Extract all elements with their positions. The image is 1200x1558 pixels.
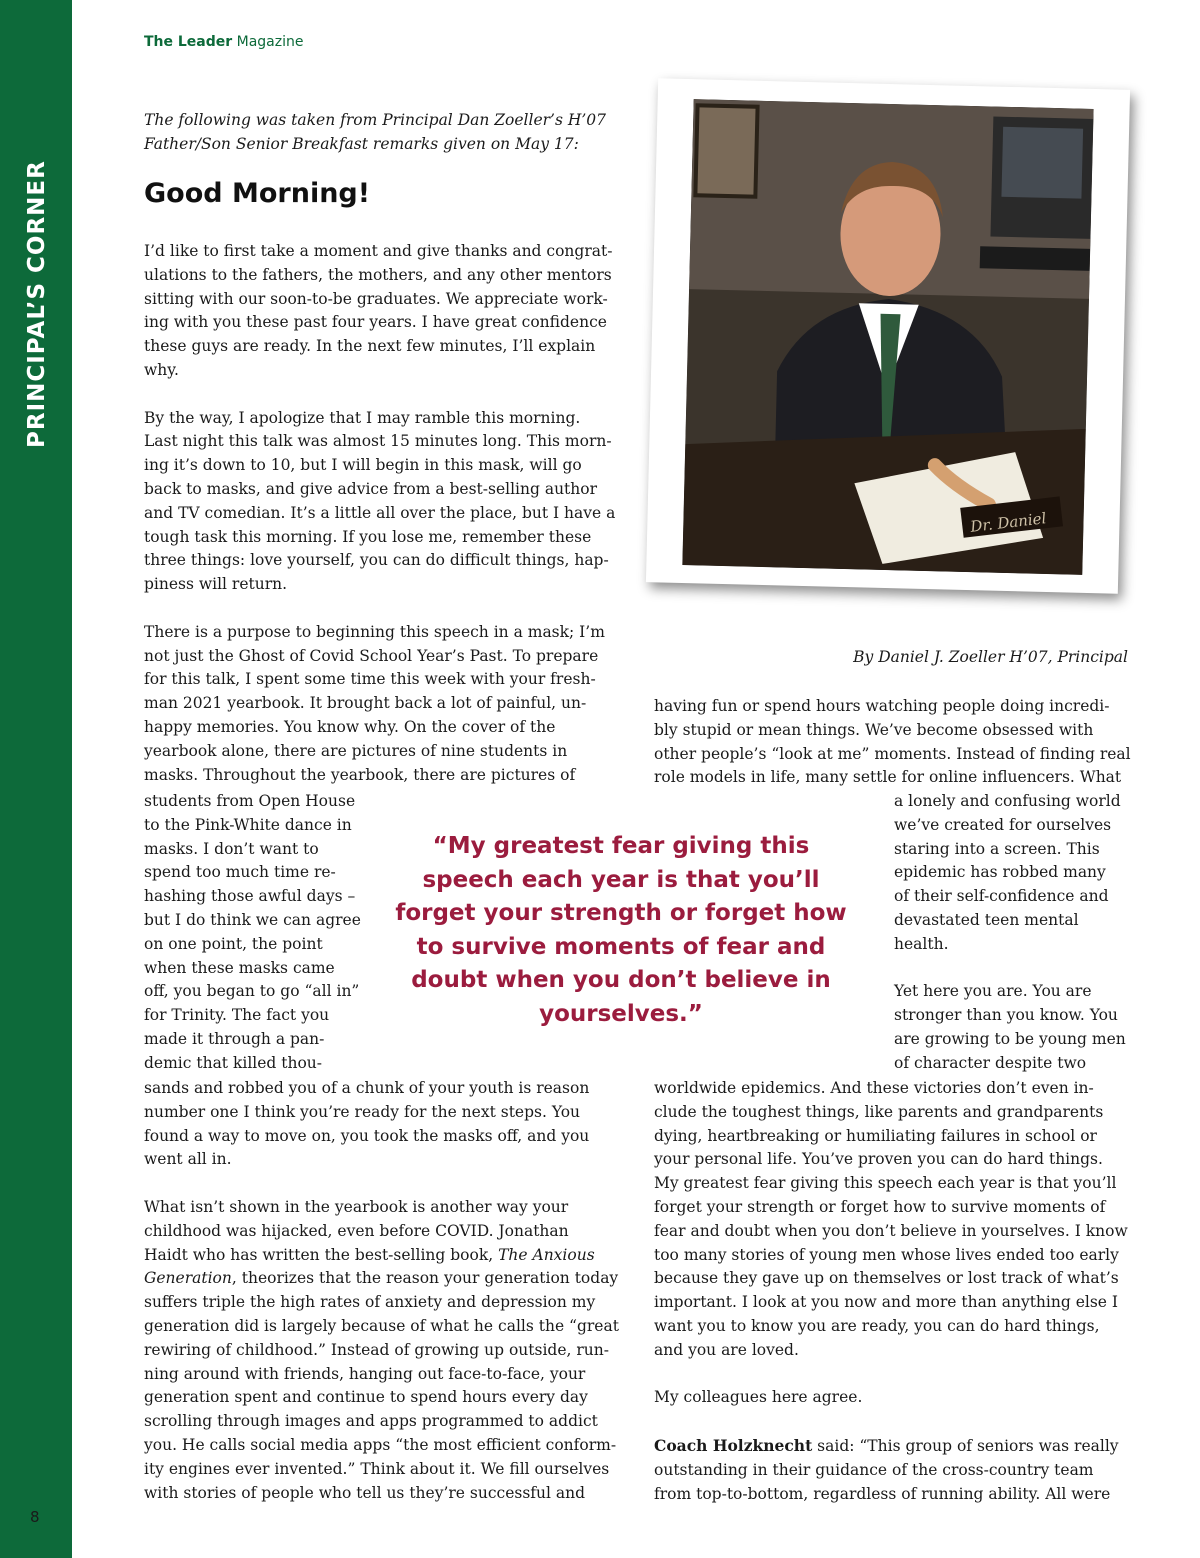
text-line: forget your strength or forget how to survive moments of [654,1197,1106,1216]
text-line: childhood was hijacked, even before COVID. Jonathan [144,1221,569,1240]
coach-quote [654,1434,1132,1506]
text-line: worldwide epidemics. And these victories don’t even in- [654,1079,1094,1097]
text-line: ulations to the fathers, the mothers, and any other mentors [144,265,612,284]
text-line: ity engines ever invented.” Think about it. We fill ourselves [144,1459,610,1478]
text-line [144,1172,622,1196]
text-line: generation did is largely because of what he calls the “great [144,1316,619,1335]
intro-line: Father/Son Senior Breakfast remarks given on May 17: [144,135,579,153]
text-line: spend too much time re- [144,863,336,882]
text-line: Haidt who has written the best-selling book, The Anxious [144,1245,595,1264]
text-line: stronger than you know. You [894,1006,1118,1025]
text-line: generation spent and continue to spend hours every day [144,1388,588,1407]
text-line: with stories of people who tell us they’re successful and [144,1483,586,1502]
text-line: when these masks came [144,958,335,977]
text-line: are growing to be young men [894,1029,1126,1048]
text-line: because they gave up on themselves or lost track of what’s [654,1269,1119,1288]
text-line: important. I look at you now and more than anything else I [654,1293,1119,1312]
text-line: and TV comedian. It’s a little all over the place, but I have a [144,503,616,522]
text-line: happy memories. You know why. On the cover of the [144,717,556,736]
text-line: staring into a screen. This [894,839,1100,858]
text-line: health. [894,934,949,953]
text-line: of their self-confidence and [894,887,1109,906]
text-line: fear and doubt when you don’t believe in yourselves. I know [654,1221,1128,1240]
intro-line: The following was taken from Principal Dan Zoeller’s H’07 [144,111,607,129]
text-line: of character despite two [894,1053,1087,1072]
text-line: for this talk, I spent some time this week with your fresh- [144,670,596,689]
text-line: There is a purpose to beginning this speech in a mask; I’m [144,622,605,641]
text-line: suffers triple the high rates of anxiety and depression my [144,1293,596,1312]
text-line: sitting with our soon-to-be graduates. We appreciate work- [144,289,608,308]
text-line: Generation, theorizes that the reason your generation today [144,1269,619,1288]
text-line [894,957,1134,981]
coach-line: from top-to-bottom, regardless of running ability. All were [654,1484,1111,1503]
coach-name: Coach Holzknecht [654,1436,813,1455]
byline: By Daniel J. Zoeller H’07, Principal [853,648,1128,666]
column-2-bottom [654,1077,1132,1434]
text-line: masks. Throughout the yearbook, there are pictures of [144,765,576,784]
text-line: Yet here you are. You are [894,982,1092,1001]
text-line: What isn’t shown in the yearbook is another way your [144,1197,569,1216]
text-line: want you to know you are ready, you can do hard things, [654,1316,1100,1335]
principal-photo [682,99,1093,575]
text-line: found a way to move on, you took the masks off, and you [144,1126,590,1145]
text-line: piness will return. [144,575,288,594]
text-line: these guys are ready. In the next few minutes, I’ll explain [144,337,596,356]
text-line: yearbook alone, there are pictures of nine students in [144,741,568,760]
masthead-brand: The Leader [144,34,233,50]
section-title-text: PRINCIPAL’S CORNER [24,160,50,448]
text-line: scrolling through images and apps programmed to addict [144,1412,598,1431]
text-line: and you are loved. [654,1340,799,1359]
text-line [144,597,620,621]
text-line: why. [144,360,179,379]
column-1-bottom [144,1077,622,1505]
text-line: tough task this morning. If you lose me, remember these [144,527,592,546]
text-line: My colleagues here agree. [654,1388,863,1407]
text-line: number one I think you’re ready for the next steps. You [144,1102,581,1121]
principal-photo-illustration [682,99,1093,575]
text-line: went all in. [144,1150,232,1169]
text-line: sands and robbed you of a chunk of your youth is reason [144,1079,590,1097]
text-line: role models in life, many settle for online influencers. What [654,768,1122,787]
page-number: 8 [30,1508,40,1526]
text-line: off, you began to go “all in” [144,982,360,1001]
text-line: dying, heartbreaking or humiliating failures in school or [654,1126,1097,1145]
text-line: we’ve created for ourselves [894,815,1112,834]
text-line: rewiring of childhood.” Instead of growing up outside, run- [144,1340,609,1359]
text-line: masks. I don’t want to [144,839,319,858]
coach-line: outstanding in their guidance of the cross-country team [654,1460,1094,1479]
text-line: clude the toughest things, like parents and grandparents [654,1102,1104,1121]
text-line: epidemic has robbed many [894,863,1106,882]
text-line: you. He calls social media apps “the most efficient conform- [144,1435,617,1454]
text-line: but I do think we can agree [144,910,361,929]
text-line: man 2021 yearbook. It brought back a lot of painful, un- [144,694,587,713]
text-line: My greatest fear giving this speech each year is that you’ll [654,1174,1117,1193]
text-line: demic that killed thou- [144,1053,323,1072]
text-line: students from Open House [144,792,356,810]
text-line: ning around with friends, hanging out face-to-face, your [144,1364,586,1383]
text-line: ing with you these past four years. I have great confidence [144,313,607,332]
masthead-suffix: Magazine [236,34,304,50]
text-line [654,1410,1132,1434]
text-line: back to masks, and give advice from a best-selling author [144,479,598,498]
column-2-wrap [894,790,1134,1076]
text-line: on one point, the point [144,934,323,953]
coach-line-rest: said: “This group of seniors was really [812,1437,1119,1455]
text-line: I’d like to first take a moment and give thanks and congrat- [144,242,613,260]
nameplate-text: Dr. Daniel [969,509,1048,536]
masthead [144,34,303,50]
text-line: hashing those awful days – [144,887,356,906]
text-line: too many stories of young men whose lives ended too early [654,1245,1119,1264]
photo-frame [646,78,1130,593]
text-line [654,1363,1132,1387]
column-2-top [654,695,1132,790]
text-line: Last night this talk was almost 15 minutes long. This morn- [144,432,612,451]
text-line: having fun or spend hours watching people doing incredi- [654,697,1110,715]
text-line: ing it’s down to 10, but I will begin in this mask, will go [144,456,582,475]
text-line: a lonely and confusing world [894,792,1121,810]
text-line: to the Pink-White dance in [144,815,352,834]
text-line: By the way, I apologize that I may ramble this morning. [144,408,581,427]
text-line: bly stupid or mean things. We’ve become obsessed with [654,720,1094,739]
text-line: not just the Ghost of Covid School Year’s Past. To prepare [144,646,599,665]
text-line: three things: love yourself, you can do difficult things, hap- [144,551,609,570]
text-line [144,383,620,407]
column-1-wrap [144,790,364,1076]
pull-quote: “My greatest fear giving this speech each year is that you’ll forget your strength or forget how to survive moments of fear and doubt when you don’t believe in yourselves.” [395,833,847,1027]
text-line: devastated teen mental [894,910,1079,929]
text-line: for Trinity. The fact you [144,1006,330,1025]
intro-text [144,108,624,156]
text-line: made it through a pan- [144,1029,325,1048]
column-1-top [144,240,620,787]
headline: Good Morning! [144,178,371,209]
coach-line [654,1434,1132,1459]
text-line: your personal life. You’ve proven you can do hard things. [654,1150,1103,1169]
text-line: other people’s “look at me” moments. Instead of finding real [654,744,1131,763]
